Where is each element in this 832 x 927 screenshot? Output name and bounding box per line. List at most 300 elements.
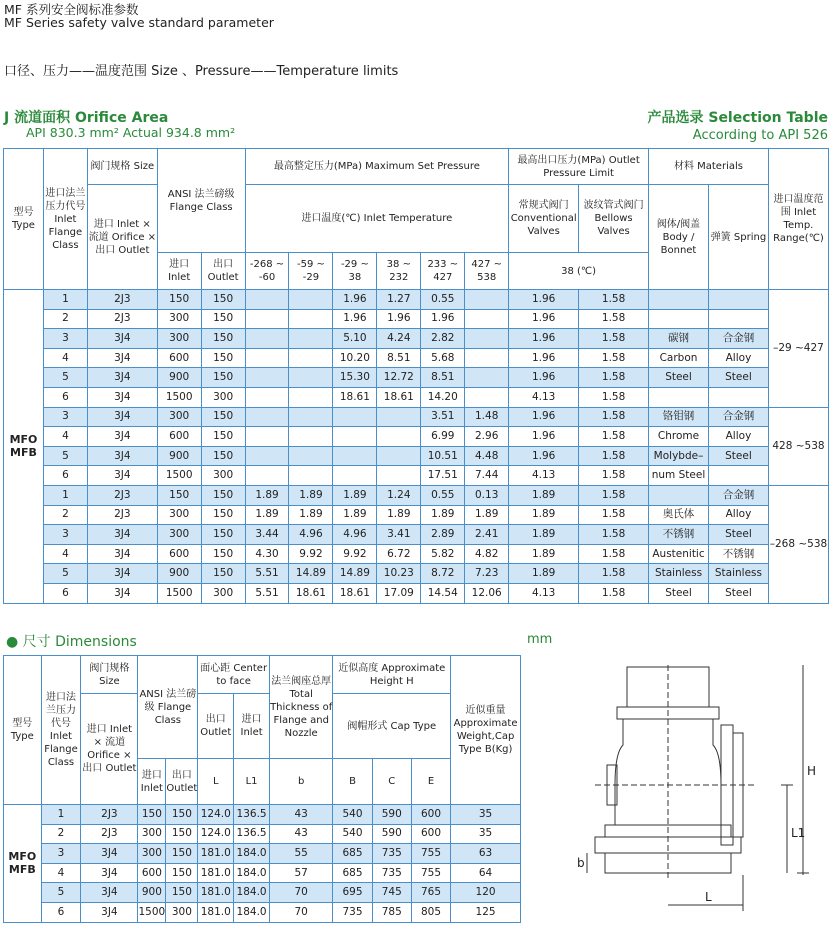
th2-col-L1: L1 <box>234 759 270 805</box>
table-cell: 150 <box>201 544 245 564</box>
th-body: 阀体/阀盖 Body / Bonnet <box>649 185 709 290</box>
table-cell: 10.23 <box>377 564 421 584</box>
table-cell: 900 <box>157 368 201 388</box>
table-cell: 1.96 <box>509 368 579 388</box>
th2-weight: 近似重量 Approximate Weight,Cap Type B(Kg) <box>451 656 521 805</box>
table-cell: 2.89 <box>421 525 465 545</box>
table-cell: 150 <box>201 309 245 329</box>
table-cell <box>377 407 421 427</box>
table-cell: Steel <box>708 583 768 603</box>
table-cell: 1.58 <box>579 446 649 466</box>
th2-col-E: E <box>411 759 450 805</box>
type-cell: MFO MFB <box>4 805 42 923</box>
table-cell: 150 <box>201 525 245 545</box>
table-cell: 1.89 <box>509 564 579 584</box>
table-cell: 150 <box>157 485 201 505</box>
th2-inlet-flange: 进口法兰压力代号 Inlet Flange Class <box>41 656 81 805</box>
table-cell: 4.13 <box>509 387 579 407</box>
table-cell: 1.89 <box>289 485 333 505</box>
table-cell: 300 <box>157 309 201 329</box>
table-cell: 3 <box>43 407 87 427</box>
table-cell: Steel <box>708 368 768 388</box>
table-row <box>4 348 829 368</box>
table-cell: 1.89 <box>289 505 333 525</box>
table-cell: 125 <box>451 902 521 922</box>
table-cell: 3J4 <box>87 466 157 486</box>
table-cell <box>245 309 289 329</box>
table-cell <box>245 466 289 486</box>
table-cell <box>245 348 289 368</box>
th2-cap: 阀帽形式 Cap Type <box>333 694 451 759</box>
table-cell: 150 <box>166 883 198 903</box>
table-cell: 150 <box>166 863 198 883</box>
dimensions-unit: mm <box>527 632 553 647</box>
table-cell: 735 <box>372 844 411 864</box>
table-cell: 6.99 <box>421 427 465 447</box>
table-cell <box>708 290 768 310</box>
table-cell: 1.89 <box>333 505 377 525</box>
table-cell: 136.5 <box>234 824 270 844</box>
table-cell: 1.89 <box>421 505 465 525</box>
table-cell: 1.96 <box>509 446 579 466</box>
table-cell: 150 <box>157 290 201 310</box>
table-cell: 5 <box>43 564 87 584</box>
table-cell: 3J4 <box>87 329 157 349</box>
table-cell: 150 <box>201 407 245 427</box>
table-cell: 63 <box>451 844 521 864</box>
th2-outlet: 出口 Outlet <box>166 759 198 805</box>
table-cell: 3J4 <box>87 368 157 388</box>
table-cell <box>245 427 289 447</box>
table-cell: 1.58 <box>579 427 649 447</box>
temp-range-cell: –29 ~427 <box>768 290 828 408</box>
selection-table-sub: According to API 526 <box>692 128 828 143</box>
temp-range-cell: 428 ~538 <box>768 407 828 485</box>
th-temp-5: 233 ~ 427 <box>421 253 465 290</box>
table-cell: 1.89 <box>509 485 579 505</box>
th2-size: 阀门规格 Size <box>81 656 138 694</box>
table-cell: 300 <box>157 407 201 427</box>
table-cell: 10.20 <box>333 348 377 368</box>
table-cell: 2J3 <box>87 485 157 505</box>
th2-total: 法兰阀座总厚 Total Thickness of Flange and Nozzle <box>269 656 332 759</box>
table-cell: 755 <box>411 844 450 864</box>
table-cell: 805 <box>411 902 450 922</box>
table-cell: 35 <box>451 805 521 825</box>
table-cell: 12.72 <box>377 368 421 388</box>
table-cell: 735 <box>333 902 372 922</box>
table-cell: 合金钢 <box>708 329 768 349</box>
table-cell: 1.58 <box>579 407 649 427</box>
table-cell: 1.58 <box>579 583 649 603</box>
table-row <box>4 844 521 864</box>
table-cell: 600 <box>157 544 201 564</box>
table-cell <box>465 387 509 407</box>
table-cell: 150 <box>166 824 198 844</box>
table-cell: 2J3 <box>87 290 157 310</box>
table-cell: 735 <box>372 863 411 883</box>
th2-inlet: 进口 Inlet <box>138 759 166 805</box>
table-cell: 2J3 <box>81 824 138 844</box>
table-cell: 3 <box>43 525 87 545</box>
table-row <box>4 427 829 447</box>
table-cell <box>245 407 289 427</box>
table-cell: 1.89 <box>245 505 289 525</box>
th2-ansi: ANSI 法兰磅级 Flange Class <box>138 656 198 759</box>
table-cell: 300 <box>138 844 166 864</box>
table-cell: 5 <box>41 883 81 903</box>
table-cell: 6 <box>43 387 87 407</box>
table-cell: 18.61 <box>377 387 421 407</box>
th2-col-B: B <box>333 759 372 805</box>
table-cell <box>465 329 509 349</box>
table-cell: 0.55 <box>421 290 465 310</box>
table-row <box>4 309 829 329</box>
table-cell: 136.5 <box>234 805 270 825</box>
table-cell <box>289 348 333 368</box>
table-cell <box>465 309 509 329</box>
table-cell <box>649 290 709 310</box>
table-cell: Stainless <box>649 564 709 584</box>
table-cell: 4.13 <box>509 466 579 486</box>
table-cell: 1500 <box>157 387 201 407</box>
table-cell: 8.51 <box>377 348 421 368</box>
table-cell: 900 <box>157 446 201 466</box>
table-cell: 14.54 <box>421 583 465 603</box>
table-cell <box>465 348 509 368</box>
table-cell: 124.0 <box>198 824 234 844</box>
table-cell: Molybde– <box>649 446 709 466</box>
table-cell <box>708 387 768 407</box>
table-cell: Steel <box>708 525 768 545</box>
valve-diagram <box>575 665 830 925</box>
table-cell: 3J4 <box>81 883 138 903</box>
table-cell: 2 <box>41 824 81 844</box>
table-cell: 1.58 <box>579 505 649 525</box>
table-cell <box>465 290 509 310</box>
table-cell: 3.41 <box>377 525 421 545</box>
label-H: H <box>807 764 817 778</box>
table-cell: 2.41 <box>465 525 509 545</box>
table-cell: 6.72 <box>377 544 421 564</box>
table-cell: 184.0 <box>234 863 270 883</box>
table-cell: 755 <box>411 863 450 883</box>
table-cell: 1.89 <box>509 525 579 545</box>
table-cell: 745 <box>372 883 411 903</box>
table-cell: 5 <box>43 368 87 388</box>
table-cell: 4.96 <box>289 525 333 545</box>
table-cell: 1.96 <box>509 348 579 368</box>
table-cell <box>333 446 377 466</box>
table-cell: 3J4 <box>87 583 157 603</box>
label-b: b <box>577 856 585 870</box>
table-cell: Steel <box>649 368 709 388</box>
table-cell: 4.13 <box>509 583 579 603</box>
table-cell: 1500 <box>138 902 166 922</box>
table-cell: 150 <box>201 505 245 525</box>
table-cell: 1.89 <box>245 485 289 505</box>
table-cell: 8.51 <box>421 368 465 388</box>
table-cell: 18.61 <box>333 583 377 603</box>
table-cell: 600 <box>138 863 166 883</box>
table-cell: 150 <box>201 427 245 447</box>
table-row <box>4 544 829 564</box>
table-cell: 3J4 <box>87 544 157 564</box>
table-cell: 70 <box>269 902 332 922</box>
table-cell <box>649 485 709 505</box>
table-cell: 2 <box>43 505 87 525</box>
table-cell: 3J4 <box>87 407 157 427</box>
th2-height: 近似高度 Approximate Height H <box>333 656 451 694</box>
table-cell: 184.0 <box>234 883 270 903</box>
th-size-detail: 进口 Inlet × 流道 Orifice × 出口 Outlet <box>87 185 157 290</box>
table-cell: 1.96 <box>421 309 465 329</box>
table-cell <box>289 329 333 349</box>
th-temp-range: 进口温度范围 Inlet Temp. Range(℃) <box>768 149 828 290</box>
th2-col-C: C <box>372 759 411 805</box>
table-cell <box>245 446 289 466</box>
table-cell: 4 <box>41 863 81 883</box>
table-cell <box>708 466 768 486</box>
table-cell: 10.51 <box>421 446 465 466</box>
table-cell: 18.61 <box>289 583 333 603</box>
table-cell: 1.96 <box>509 309 579 329</box>
table-cell: 6 <box>41 902 81 922</box>
table-cell: 1500 <box>157 466 201 486</box>
th2-ctf: 面心距 Center to face <box>198 656 270 694</box>
th-temp-4: 38 ~ 232 <box>377 253 421 290</box>
table-row <box>4 863 521 883</box>
table-cell <box>245 329 289 349</box>
table-cell: 6 <box>43 466 87 486</box>
table-cell: Steel <box>708 446 768 466</box>
table-cell: Chrome <box>649 427 709 447</box>
table-cell: 不锈钢 <box>649 525 709 545</box>
table-row <box>4 525 829 545</box>
table-cell: 2J3 <box>87 505 157 525</box>
table-cell: 150 <box>201 564 245 584</box>
th-temp-2: -59 ~ -29 <box>289 253 333 290</box>
table-cell: 5 <box>43 446 87 466</box>
table-cell: 18.61 <box>333 387 377 407</box>
table-cell: 3J4 <box>87 446 157 466</box>
th-ansi: ANSI 法兰磅级 Flange Class <box>157 149 245 253</box>
table-cell: 1.58 <box>579 564 649 584</box>
th-38: 38 (℃) <box>509 253 649 290</box>
table-cell: num Steel <box>649 466 709 486</box>
table-cell <box>649 309 709 329</box>
table-cell: 1.96 <box>509 427 579 447</box>
table-cell: 3 <box>41 844 81 864</box>
th2-type: 型号 Type <box>4 656 42 805</box>
table-row <box>4 505 829 525</box>
table-cell: 184.0 <box>234 902 270 922</box>
table-row <box>4 805 521 825</box>
table-cell: 590 <box>372 824 411 844</box>
table-cell: 17.51 <box>421 466 465 486</box>
th2-inlet-ctf: 进口 Inlet <box>234 694 270 759</box>
table-cell <box>333 427 377 447</box>
table-cell: 181.0 <box>198 844 234 864</box>
table-cell: 1.58 <box>579 466 649 486</box>
table-cell: 685 <box>333 844 372 864</box>
orifice-area-title: J 流道面积 Orifice Area <box>4 110 169 126</box>
table-cell: 150 <box>201 446 245 466</box>
table-cell: 590 <box>372 805 411 825</box>
table-row <box>4 485 829 505</box>
table-cell: 150 <box>201 329 245 349</box>
table-cell: 5.82 <box>421 544 465 564</box>
table-cell: 1.27 <box>377 290 421 310</box>
table-row <box>4 883 521 903</box>
table-cell <box>377 466 421 486</box>
table-cell: 3J4 <box>87 348 157 368</box>
table-cell: 0.55 <box>421 485 465 505</box>
table-cell: 3.51 <box>421 407 465 427</box>
table-cell: 900 <box>138 883 166 903</box>
table-cell: 43 <box>269 805 332 825</box>
table-cell: 3J4 <box>81 902 138 922</box>
table-cell: 70 <box>269 883 332 903</box>
table-cell <box>465 368 509 388</box>
th-temp-1: -268 ~ -60 <box>245 253 289 290</box>
table-cell: 300 <box>201 387 245 407</box>
table-cell: 4 <box>43 427 87 447</box>
selection-table <box>3 148 829 604</box>
table-cell: 7.23 <box>465 564 509 584</box>
th2-col-b: b <box>269 759 332 805</box>
table-cell: 4 <box>43 544 87 564</box>
table-cell: 合金钢 <box>708 407 768 427</box>
table-cell <box>289 290 333 310</box>
table-cell <box>289 446 333 466</box>
table-cell: 2J3 <box>87 309 157 329</box>
th-max-set: 最高整定压力(MPa) Maximum Set Pressure <box>245 149 509 185</box>
dimensions-title: ● 尺寸 Dimensions <box>6 634 137 650</box>
table-cell: 3.44 <box>245 525 289 545</box>
th-material: 材料 Materials <box>649 149 769 185</box>
table-cell: 不锈钢 <box>708 544 768 564</box>
table-cell: 3 <box>43 329 87 349</box>
table-cell: 碳钢 <box>649 329 709 349</box>
table-cell: 2 <box>43 309 87 329</box>
table-cell: 7.44 <box>465 466 509 486</box>
table-cell: 57 <box>269 863 332 883</box>
table-cell: 1.58 <box>579 329 649 349</box>
table-cell: 1.96 <box>333 309 377 329</box>
table-cell: 1 <box>43 290 87 310</box>
th-type: 型号 Type <box>4 149 44 290</box>
th-conventional: 常规式阀门 Conventional Valves <box>509 185 579 253</box>
table-row <box>4 824 521 844</box>
table-cell: 540 <box>333 824 372 844</box>
table-cell: 0.13 <box>465 485 509 505</box>
th-inlet-flange: 进口法兰压力代号 Inlet Flange Class <box>43 149 87 290</box>
table-cell: 3J4 <box>81 863 138 883</box>
selection-table-title: 产品选录 Selection Table <box>647 110 828 126</box>
table-cell: 600 <box>411 824 450 844</box>
table-cell <box>245 387 289 407</box>
table-cell: 4.48 <box>465 446 509 466</box>
table-cell: 1.58 <box>579 525 649 545</box>
table-cell: 181.0 <box>198 902 234 922</box>
table-row <box>4 329 829 349</box>
header-title-cn: MF 系列安全阀标准参数 <box>4 2 139 17</box>
table-cell: 17.09 <box>377 583 421 603</box>
table-row <box>4 368 829 388</box>
table-cell: 1.58 <box>579 387 649 407</box>
table-cell: 2.82 <box>421 329 465 349</box>
table-cell: 1.58 <box>579 368 649 388</box>
table-cell: 120 <box>451 883 521 903</box>
table-cell <box>289 407 333 427</box>
table-cell <box>333 407 377 427</box>
table-row <box>4 387 829 407</box>
table-cell: 35 <box>451 824 521 844</box>
table-cell: 12.06 <box>465 583 509 603</box>
dimensions-table <box>3 655 521 923</box>
th-temp-6: 427 ~ 538 <box>465 253 509 290</box>
table-cell: 9.92 <box>333 544 377 564</box>
table-cell: 1.96 <box>509 407 579 427</box>
table-cell: 600 <box>411 805 450 825</box>
table-cell: Stainless <box>708 564 768 584</box>
table-cell: 150 <box>201 485 245 505</box>
table-cell: 4.24 <box>377 329 421 349</box>
table-cell: 1.58 <box>579 309 649 329</box>
table-cell: 1.58 <box>579 290 649 310</box>
table-cell: 1.96 <box>377 309 421 329</box>
table-cell <box>245 368 289 388</box>
table-cell: 600 <box>157 348 201 368</box>
table-cell: 3J4 <box>87 387 157 407</box>
table-cell: 4.82 <box>465 544 509 564</box>
table-cell: Steel <box>649 583 709 603</box>
th2-size-detail: 进口 Inlet × 流道 Orifice × 出口 Outlet <box>81 694 138 805</box>
table-cell: 1.89 <box>465 505 509 525</box>
table-cell: 5.51 <box>245 564 289 584</box>
table-cell: 1.89 <box>377 505 421 525</box>
table-cell: 64 <box>451 863 521 883</box>
th-spring: 弹簧 Spring <box>708 185 768 290</box>
table-cell: 300 <box>157 525 201 545</box>
table-cell: 5.51 <box>245 583 289 603</box>
table-cell: 43 <box>269 824 332 844</box>
table-cell: 600 <box>157 427 201 447</box>
type-cell: MFO MFB <box>4 290 44 604</box>
table-cell: 9.92 <box>289 544 333 564</box>
table-cell: 3J4 <box>81 844 138 864</box>
table-cell: 300 <box>157 505 201 525</box>
table-cell: 2.96 <box>465 427 509 447</box>
table-cell: 685 <box>333 863 372 883</box>
th-size: 阀门规格 Size <box>87 149 157 185</box>
label-L1: L1 <box>791 826 806 840</box>
table-cell: 3J4 <box>87 564 157 584</box>
table-cell: 1.96 <box>509 290 579 310</box>
table-cell: Alloy <box>708 427 768 447</box>
table-cell: 合金钢 <box>708 485 768 505</box>
table-cell: 150 <box>166 805 198 825</box>
table-cell: 1.89 <box>333 485 377 505</box>
table-cell: 150 <box>201 290 245 310</box>
table-cell: 6 <box>43 583 87 603</box>
table-cell: 300 <box>201 583 245 603</box>
table-cell <box>649 387 709 407</box>
table-cell: Alloy <box>708 348 768 368</box>
table-cell: 300 <box>138 824 166 844</box>
table-cell <box>289 309 333 329</box>
